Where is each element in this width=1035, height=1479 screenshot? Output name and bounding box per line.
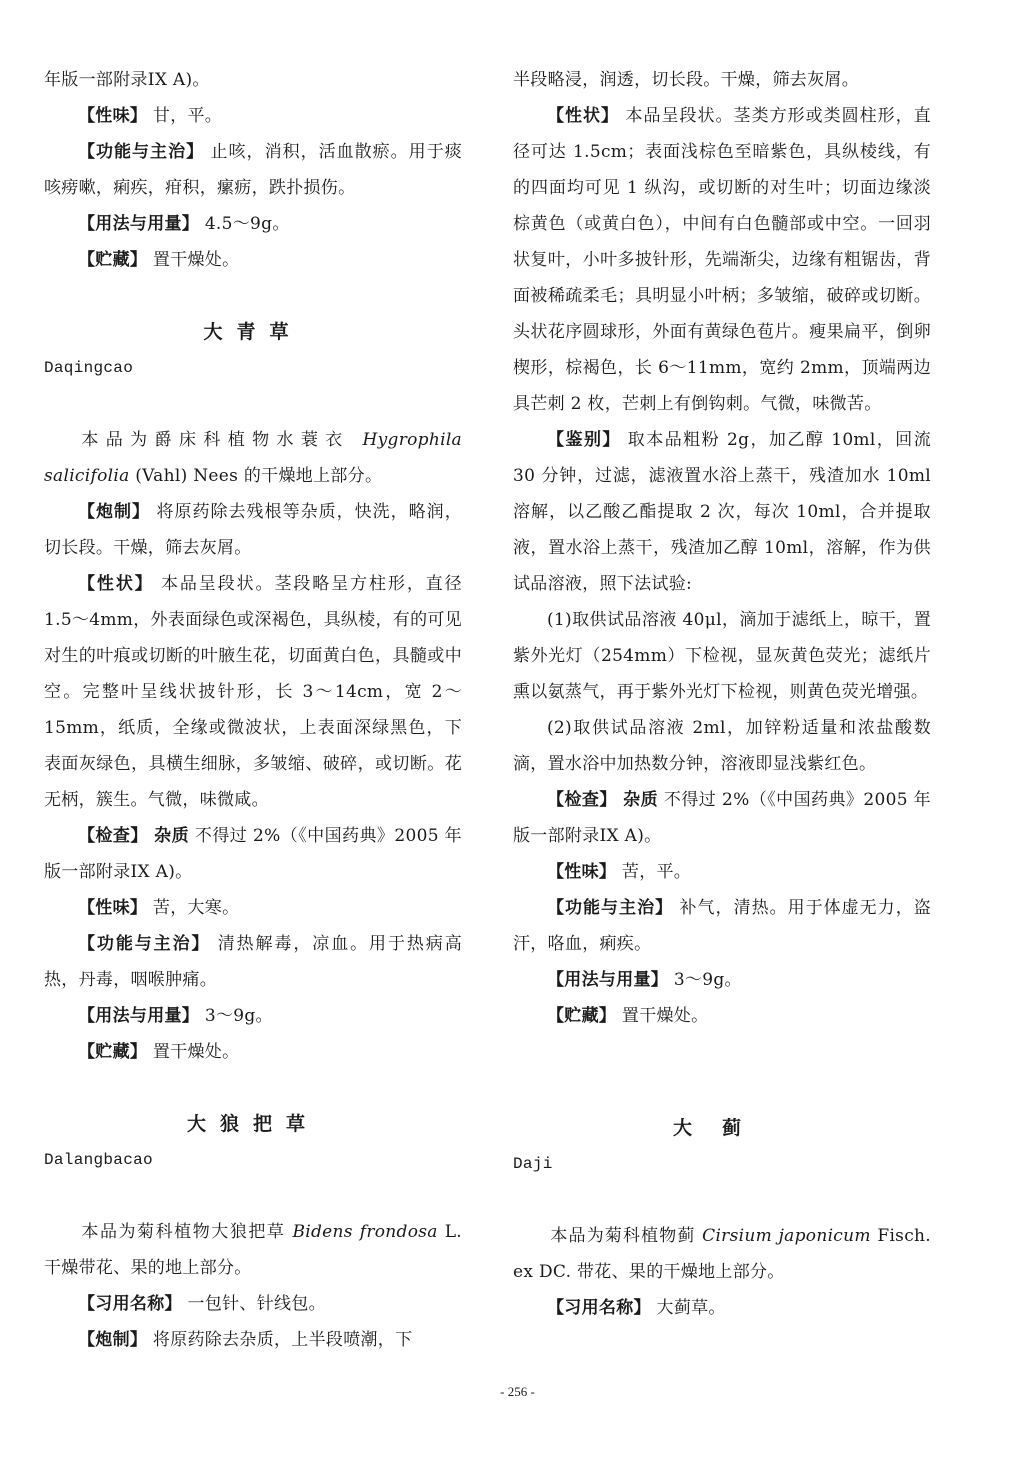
section-tag: 【习用名称】 xyxy=(78,1294,182,1314)
entry-pinyin: Daqingcao xyxy=(44,359,134,377)
alias-section: 【习用名称】 一包针、针线包。 xyxy=(78,1294,326,1314)
usage-section: 【用法与用量】 3～9g。 xyxy=(547,970,742,990)
section-tag: 【炮制】 xyxy=(78,1330,148,1350)
latin-name: Bidens frondosa xyxy=(292,1222,438,1242)
right-column xyxy=(513,62,931,1326)
processing-section: 【炮制】 将原药除去残根等杂质，快洗，略润，切长段。干燥，筛去灰屑。 xyxy=(44,502,462,558)
entry-pinyin: Daji xyxy=(513,1155,553,1173)
entry-intro: 本品为菊科植物蓟 Cirsium japonicum Fisch. ex DC. 带花、果的干燥地上部分。 xyxy=(513,1226,931,1282)
taste-section: 【性味】 苦，平。 xyxy=(547,862,692,882)
left-column xyxy=(44,62,462,1358)
function-section: 【功能与主治】 止咳，消积，活血散瘀。用于痰咳痨嗽，痢疾，疳积，瘰疬，跌扑损伤。 xyxy=(44,142,463,198)
entry-pinyin: Dalangbacao xyxy=(44,1151,153,1169)
section-tag: 【鉴别】 xyxy=(547,430,621,450)
section-tag: 【用法与用量】 xyxy=(547,970,669,990)
storage-section: 【贮藏】 置干燥处。 xyxy=(78,1042,240,1062)
section-tag: 【用法与用量】 xyxy=(78,214,200,234)
section-tag: 【用法与用量】 xyxy=(78,1006,200,1026)
section-tag: 【性状】 xyxy=(78,574,154,594)
section-tag: 【贮藏】 xyxy=(547,1006,617,1026)
latin-name: Cirsium japonicum xyxy=(702,1226,871,1246)
section-tag: 【炮制】 xyxy=(78,502,151,522)
section-tag: 【检查】 xyxy=(78,826,148,846)
character-section: 【性状】 本品呈段状。茎类方形或类圆柱形，直径可达 1.5cm；表面浅棕色至暗紫色，具纵棱线，有的四面均可见 1 纵沟，或切断的对生叶；切面边缘淡棕黄色（或黄白色），中间有白色髓部或中空。一回羽状复叶，小叶多披针形，先端渐尖，边缘有粗锯齿，背面被稀疏柔毛；具明显小叶柄；多皱缩，破碎或切断。头状花序圆球形，外面有黄绿色苞片。瘦果扁平，倒卵楔形，棕褐色，长 6～11mm，宽约 2mm，顶端两边具芒刺 2 枚，芒刺上有倒钩刺。气微，味微苦。 xyxy=(513,106,931,414)
storage-section: 【贮藏】 置干燥处。 xyxy=(547,1006,709,1026)
entry-intro: 本品为爵床科植物水蓑衣 Hygrophila salicifolia (Vahl) Nees 的干燥地上部分。 xyxy=(44,430,462,486)
taste-section: 【性味】 甘，平。 xyxy=(78,106,223,126)
section-tag: 【检查】 xyxy=(547,790,617,810)
character-section: 【性状】 本品呈段状。茎段略呈方柱形，直径 1.5～4mm，外表面绿色或深褐色，具纵棱，有的可见对生的叶痕或切断的叶腋生花，切面黄白色，具髓或中空。完整叶呈线状披针形，长 3～14cm，宽 2～15mm，纸质，全缘或微波状，上表面深绿黑色，下表面灰绿色，具横生细脉，多皱缩、破碎，或切断。花无柄，簇生。气微，味微咸。 xyxy=(44,574,462,810)
function-section: 【功能与主治】 清热解毒，凉血。用于热病高热，丹毒，咽喉肿痛。 xyxy=(44,934,462,990)
usage-section: 【用法与用量】 4.5～9g。 xyxy=(78,214,290,234)
section-tag: 【性味】 xyxy=(78,106,148,126)
alias-section: 【习用名称】 大蓟草。 xyxy=(547,1298,726,1318)
section-tag: 【功能与主治】 xyxy=(78,934,211,954)
entry-title: 大狼把草 xyxy=(186,1113,319,1135)
continued-text: 半段略浸，润透，切长段。干燥，筛去灰屑。 xyxy=(513,70,859,90)
entry-intro: 本品为菊科植物大狼把草 Bidens frondosa L. 干燥带花、果的地上部分。 xyxy=(44,1222,463,1278)
section-tag: 【习用名称】 xyxy=(547,1298,651,1318)
identification-step-2: (2)取供试品溶液 2ml，加锌粉适量和浓盐酸数滴，置水浴中加热数分钟，溶液即显浅紫红色。 xyxy=(513,718,931,774)
identification-section: 【鉴别】 取本品粗粉 2g，加乙醇 10ml，回流 30 分钟，过滤，滤液置水浴上蒸干，残渣加水 10ml 溶解，以乙酸乙酯提取 2 次，每次 10ml，合并提取液，置水浴上蒸干，残渣加乙醇 10ml，溶解，作为供试品溶液，照下法试验: xyxy=(513,430,932,594)
taste-section: 【性味】 苦，大寒。 xyxy=(78,898,240,918)
section-tag: 【功能与主治】 xyxy=(547,898,674,918)
section-tag: 【贮藏】 xyxy=(78,1042,148,1062)
function-section: 【功能与主治】 补气，清热。用于体虚无力，盗汗，咯血，痢疾。 xyxy=(513,898,932,954)
continued-text: 年版一部附录IX A)。 xyxy=(44,70,210,90)
section-tag: 【性味】 xyxy=(547,862,617,882)
section-tag: 【性状】 xyxy=(547,106,620,126)
section-tag: 【贮藏】 xyxy=(78,250,148,270)
usage-section: 【用法与用量】 3～9g。 xyxy=(78,1006,273,1026)
entry-title: 大蓟 xyxy=(672,1117,771,1139)
storage-section: 【贮藏】 置干燥处。 xyxy=(78,250,240,270)
section-tag: 【功能与主治】 xyxy=(78,142,205,162)
identification-step-1: (1)取供试品溶液 40μl，滴加于滤纸上，晾干，置紫外光灯（254mm）下检视，显灰黄色荧光；滤纸片熏以氨蒸气，再于紫外光灯下检视，则黄色荧光增强。 xyxy=(513,610,931,702)
processing-section: 【炮制】 将原药除去杂质，上半段喷潮，下 xyxy=(78,1330,413,1350)
section-tag: 【性味】 xyxy=(78,898,148,918)
latin-name: Hygrophila salicifolia xyxy=(44,430,462,486)
check-section: 【检查】 杂质 不得过 2%（《中国药典》2005 年版一部附录IX A)。 xyxy=(513,790,931,846)
entry-title: 大青草 xyxy=(203,321,303,343)
check-section: 【检查】 杂质 不得过 2%（《中国药典》2005 年版一部附录IX A)。 xyxy=(44,826,462,882)
page-number: - 256 - xyxy=(500,1384,535,1399)
